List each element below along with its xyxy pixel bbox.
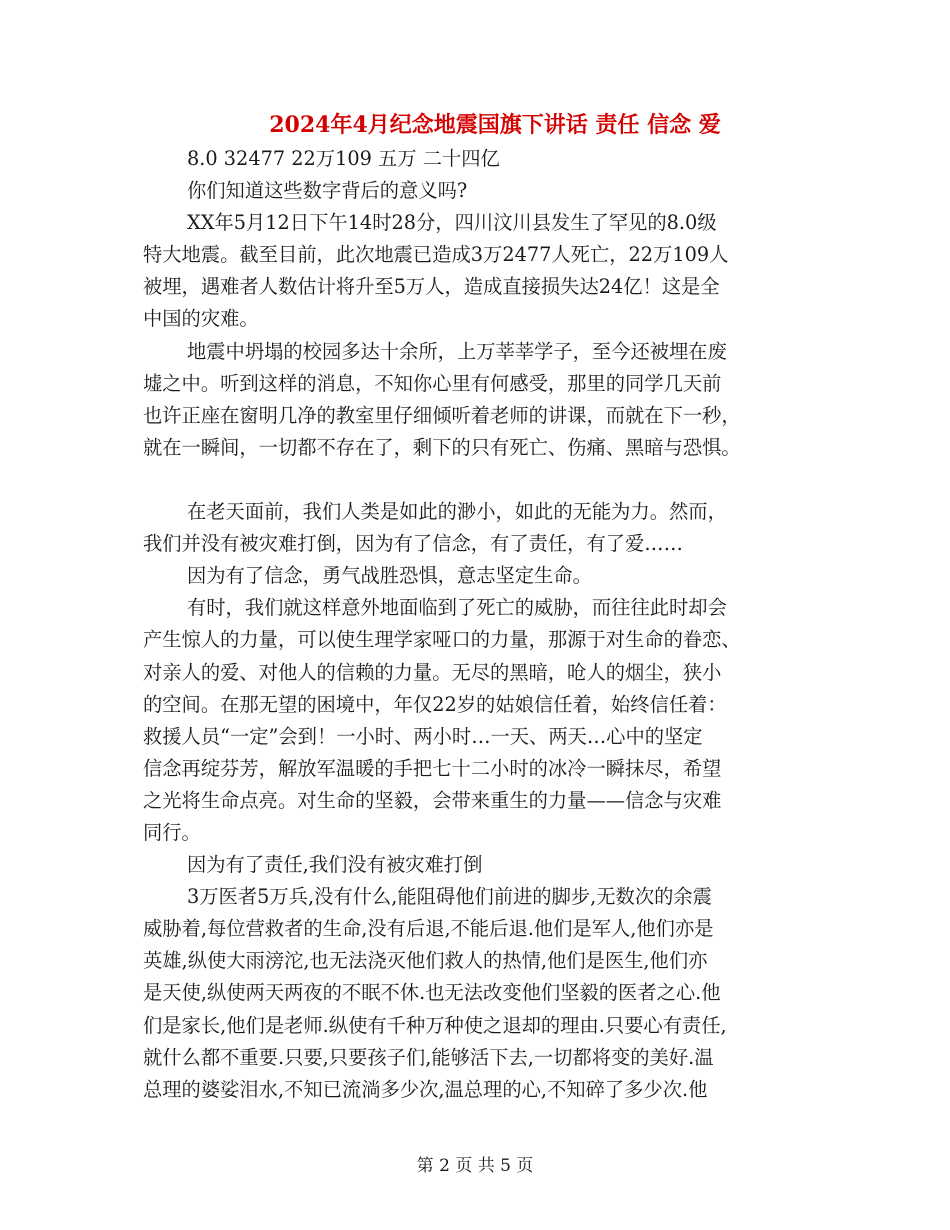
text-line: 是天使,纵使两天两夜的不眠不休.也无法改变他们坚毅的医者之心.他 <box>143 981 721 1005</box>
text-line: 对亲人的爱、对他人的信赖的力量。无尽的黑暗，呛人的烟尘，狭小 <box>143 660 722 684</box>
text-line: XX年5月12日下午14时28分，四川汶川县发生了罕见的8.0级 <box>187 211 717 235</box>
text-line: 我们并没有被灾难打倒，因为有了信念，有了责任，有了爱…… <box>143 532 683 556</box>
text-line: 的空间。在那无望的困境中，年仅22岁的姑娘信任着，始终信任着： <box>143 692 727 716</box>
text-line: 3万医者5万兵,没有什么,能阻碍他们前进的脚步,无数次的余震 <box>187 885 712 909</box>
text-line: 威胁着,每位营救者的生命,没有后退,不能后退.他们是军人,他们亦是 <box>143 917 714 941</box>
text-line: 救援人员“一定”会到！一小时、两小时…一天、两天…心中的坚定 <box>143 724 703 748</box>
text-line: 英雄,纵使大雨滂沱,也无法浇灭他们救人的热情,他们是医生,他们亦 <box>143 949 708 973</box>
text-line: 就在一瞬间，一切都不存在了，剩下的只有死亡、伤痛、黑暗与恐惧。 <box>143 435 741 459</box>
text-line: 因为有了责任,我们没有被灾难打倒 <box>187 853 483 877</box>
text-line: 地震中坍塌的校园多达十余所，上万莘莘学子，至今还被埋在废 <box>187 339 727 363</box>
text-line: 就什么都不重要.只要,只要孩子们,能够活下去,一切都将变的美好.温 <box>143 1045 714 1069</box>
text-line: 信念再绽芬芳，解放军温暖的手把七十二小时的冰冷一瞬抹尽，希望 <box>143 756 722 780</box>
text-line: 被埋，遇难者人数估计将升至5万人，造成直接损失达24亿！这是全 <box>143 275 720 299</box>
document-title: 2024年4月纪念地震国旗下讲话 责任 信念 爱 <box>269 112 721 138</box>
text-line: 因为有了信念，勇气战胜恐惧，意志坚定生命。 <box>187 564 592 588</box>
text-line: 你们知道这些数字背后的意义吗? <box>187 179 468 203</box>
text-line: 8.0 32477 22万109 五万 二十四亿 <box>187 147 500 170</box>
text-line: 也许正座在窗明几净的教室里仔细倾听着老师的讲课，而就在下一秒， <box>143 403 741 427</box>
text-line: 有时，我们就这样意外地面临到了死亡的威胁，而往往此时却会 <box>187 596 727 620</box>
text-line: 总理的婆娑泪水,不知已流淌多少次,温总理的心,不知碎了多少次.他 <box>143 1077 708 1101</box>
text-line: 特大地震。截至目前，此次地震已造成3万2477人死亡，22万109人 <box>143 243 729 267</box>
text-line: 在老天面前，我们人类是如此的渺小，如此的无能为力。然而， <box>187 500 727 524</box>
page-number: 第 2 页 共 5 页 <box>416 1156 534 1176</box>
text-line: 同行。 <box>143 820 201 844</box>
document-body <box>143 143 807 1106</box>
blank-line <box>143 464 807 496</box>
text-line: 产生惊人的力量，可以使生理学家哑口的力量，那源于对生命的眷恋、 <box>143 628 741 652</box>
text-line: 墟之中。听到这样的消息，不知你心里有何感受，那里的同学几天前 <box>143 371 722 395</box>
text-line: 们是家长,他们是老师.纵使有千种万种使之退却的理由.只要心有责任, <box>143 1013 727 1037</box>
text-line: 中国的灾难。 <box>143 307 259 331</box>
text-line: 之光将生命点亮。对生命的坚毅，会带来重生的力量——信念与灾难 <box>143 788 722 812</box>
